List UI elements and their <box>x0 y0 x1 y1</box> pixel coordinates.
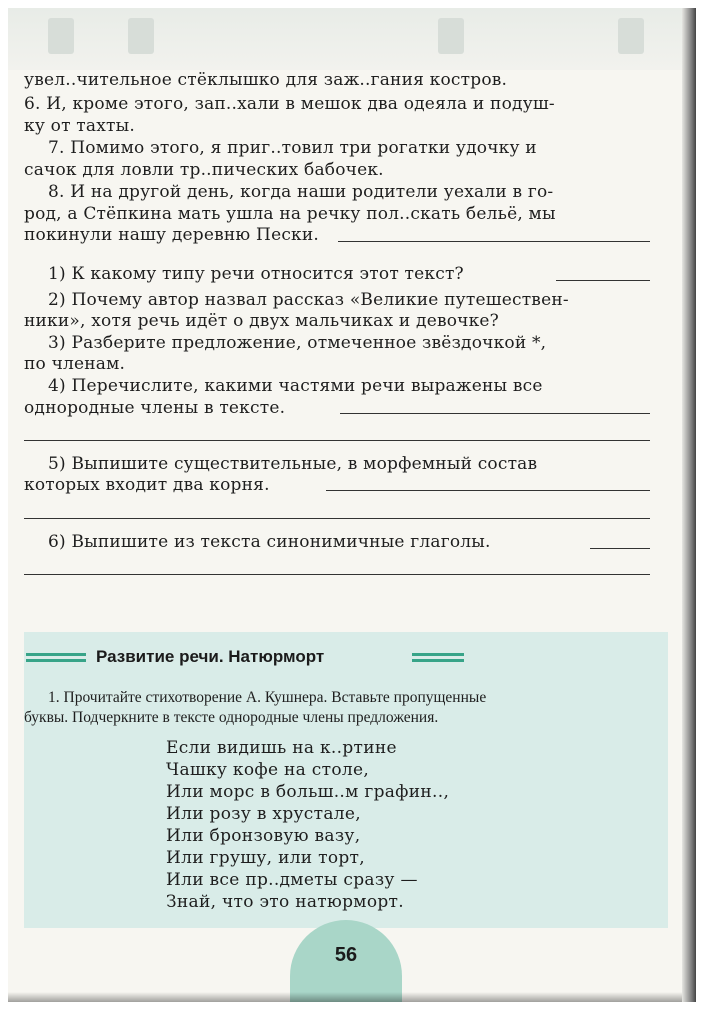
text-line: 7. Помимо этого, я приг..товил три рогатки удочку и <box>48 138 537 158</box>
title-decoration-right <box>412 653 464 656</box>
poem-line: Или бронзовую вазу, <box>166 826 361 846</box>
question-4: 4) Перечислите, какими частями речи выражены все <box>48 376 543 396</box>
ghost-mark <box>618 18 644 54</box>
answer-line <box>556 280 650 281</box>
bleed-through-band <box>8 8 696 70</box>
question-6: 6) Выпишите из текста синонимичные глаголы. <box>48 532 491 552</box>
answer-line <box>590 548 650 549</box>
answer-line <box>24 440 650 441</box>
poem-line: Или розу в хрустале, <box>166 804 361 824</box>
question-3: по членам. <box>24 354 126 374</box>
question-3: 3) Разберите предложение, отмеченное звёздочкой *, <box>48 333 547 353</box>
question-5: которых входит два корня. <box>24 475 270 495</box>
question-4: однородные члены в тексте. <box>24 398 286 418</box>
answer-line <box>24 518 650 519</box>
answer-line <box>338 241 650 242</box>
answer-line <box>24 574 650 575</box>
answer-line <box>340 413 650 414</box>
task-text: буквы. Подчеркните в тексте однородные члены предложения. <box>24 709 439 726</box>
text-line: 8. И на другой день, когда наши родители уехали в го- <box>48 182 554 202</box>
title-decoration-left <box>26 653 86 656</box>
poem-line: Или грушу, или торт, <box>166 848 365 868</box>
poem-line: Знай, что это натюрморт. <box>166 892 404 912</box>
text-line: ку от тахты. <box>24 116 135 136</box>
textbook-page <box>8 8 696 1002</box>
question-1: 1) К какому типу речи относится этот текст? <box>48 264 464 284</box>
ghost-mark <box>438 18 464 54</box>
title-decoration-right <box>412 659 464 662</box>
book-spine <box>682 8 696 1002</box>
task-text: 1. Прочитайте стихотворение А. Кушнера. Вставьте пропущенные <box>48 689 487 706</box>
text-line: увел..чительное стёклышко для заж..гания костров. <box>24 70 508 90</box>
poem-line: Или все пр..дметы сразу — <box>166 870 418 890</box>
text-line: 6. И, кроме этого, зап..хали в мешок два одеяла и подуш- <box>24 94 555 114</box>
text-line: сачок для ловли тр..пических бабочек. <box>24 160 384 180</box>
page-shadow <box>8 992 696 1002</box>
question-5: 5) Выпишите существительные, в морфемный состав <box>48 454 538 474</box>
ghost-mark <box>48 18 74 54</box>
question-2: ники», хотя речь идёт о двух мальчиках и девочке? <box>24 311 500 331</box>
question-2: 2) Почему автор назвал рассказ «Великие путешествен- <box>48 290 569 310</box>
ghost-mark <box>128 18 154 54</box>
section-title: Развитие речи. Натюрморт <box>96 647 325 666</box>
answer-line <box>326 490 650 491</box>
title-decoration-left <box>26 659 86 662</box>
poem-line: Или морс в больш..м графин.., <box>166 782 450 802</box>
page-number: 56 <box>334 944 358 966</box>
poem-line: Чашку кофе на столе, <box>166 760 370 780</box>
poem-line: Если видишь на к..ртине <box>166 738 397 758</box>
text-line: покинули нашу деревню Пески. <box>24 225 320 245</box>
text-line: род, а Стёпкина мать ушла на речку пол..скать бельё, мы <box>24 204 556 224</box>
